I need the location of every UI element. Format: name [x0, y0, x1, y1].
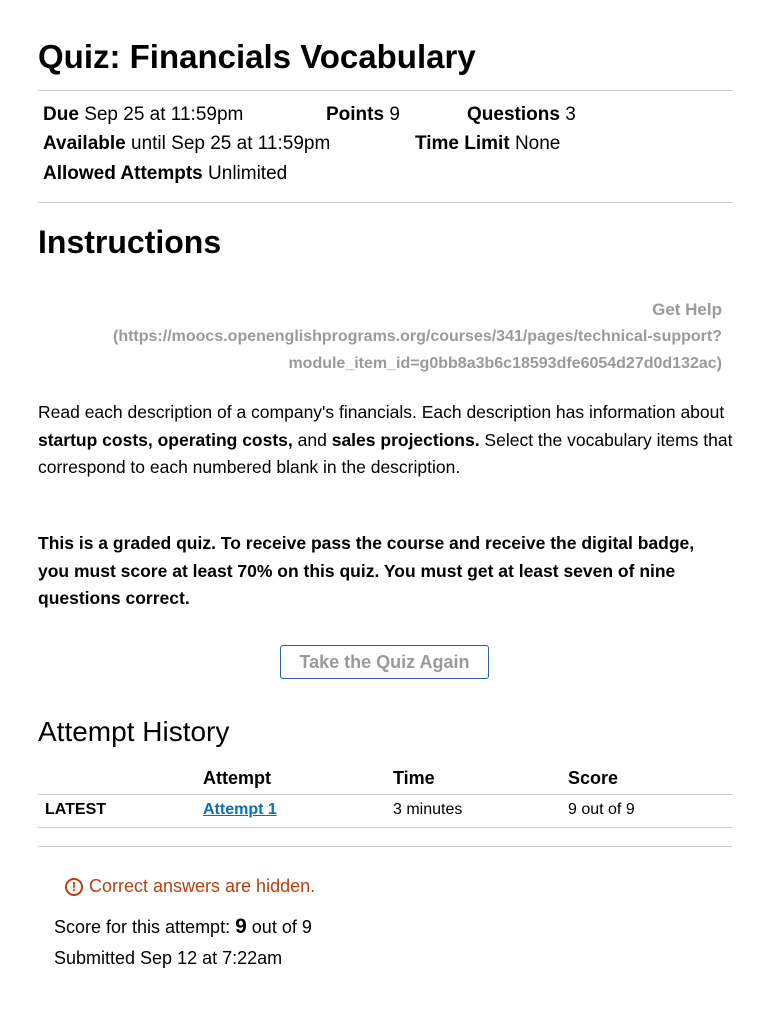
attempts-label: Allowed Attempts: [43, 163, 203, 184]
attempt-link[interactable]: Attempt 1: [203, 801, 277, 818]
divider: [38, 90, 732, 91]
help-url-line-2: module_item_id=g0bb8a3b6c18593dfe6054d27d0d132ac): [288, 355, 722, 372]
points-label: Points: [326, 104, 385, 125]
get-help-link[interactable]: Get Help: [652, 300, 722, 319]
attempt-history-heading: Attempt History: [38, 716, 230, 747]
due-field: [43, 104, 243, 126]
questions-field: [467, 104, 576, 126]
column-header-score: Score: [568, 768, 619, 788]
instructions-heading: Instructions: [38, 224, 222, 260]
correct-answers-hidden-notice: [65, 876, 315, 897]
table-header-divider: [38, 794, 732, 795]
instructions-paragraph: [38, 399, 738, 482]
instructions-emphasis: startup costs, operating costs,: [38, 429, 293, 450]
quiz-meta-row-2: [43, 133, 733, 157]
available-label: Available: [43, 133, 126, 154]
divider: [38, 202, 732, 203]
questions-label: Questions: [467, 104, 560, 125]
attempts-field: [43, 163, 287, 185]
instructions-text: and: [292, 429, 332, 450]
time-limit-field: [415, 133, 560, 155]
latest-tag: LATEST: [45, 801, 107, 818]
instructions-text: Read each description of a company's financials. Each description has information about: [38, 402, 725, 422]
score-value: 9: [235, 915, 247, 938]
exclamation-circle-icon: !: [65, 878, 83, 896]
help-url-line-1: (https://moocs.openenglishprograms.org/courses/341/pages/technical-support?: [113, 328, 722, 345]
column-header-time: Time: [393, 768, 435, 788]
time-limit-value: None: [514, 133, 561, 154]
due-label: Due: [43, 104, 79, 125]
due-value: Sep 25 at 11:59pm: [84, 104, 244, 125]
divider: [38, 846, 732, 847]
table-row-divider: [38, 827, 732, 828]
questions-value: 3: [565, 104, 576, 125]
instructions-text: Select the vocabulary items that correspond to each numbered blank in the description.: [38, 429, 733, 477]
attempts-value: Unlimited: [208, 163, 288, 184]
warning-text: Correct answers are hidden.: [89, 876, 316, 896]
quiz-meta-row-1: [43, 104, 733, 128]
attempt-score: 9 out of 9: [568, 801, 635, 818]
score-label: Score for this attempt:: [54, 917, 231, 937]
points-value: 9: [389, 104, 400, 125]
quiz-meta-row-3: [43, 163, 733, 187]
instructions-emphasis: sales projections.: [331, 429, 480, 450]
time-limit-label: Time Limit: [415, 133, 510, 154]
available-value: until Sep 25 at 11:59pm: [131, 133, 331, 154]
score-total: out of 9: [251, 917, 312, 937]
available-field: [43, 133, 330, 155]
column-header-attempt: Attempt: [203, 768, 271, 788]
points-field: [326, 104, 400, 126]
score-line: [54, 915, 312, 939]
submitted-line: Submitted Sep 12 at 7:22am: [54, 948, 283, 968]
attempt-time: 3 minutes: [393, 801, 463, 818]
page-title: Quiz: Financials Vocabulary: [38, 38, 476, 75]
graded-quiz-notice: This is a graded quiz. To receive pass the course and receive the digital badge, you must score at least 70% on this quiz. You must get at least seven of nine questions correct.: [38, 533, 695, 608]
take-quiz-again-button[interactable]: Take the Quiz Again: [280, 645, 489, 679]
